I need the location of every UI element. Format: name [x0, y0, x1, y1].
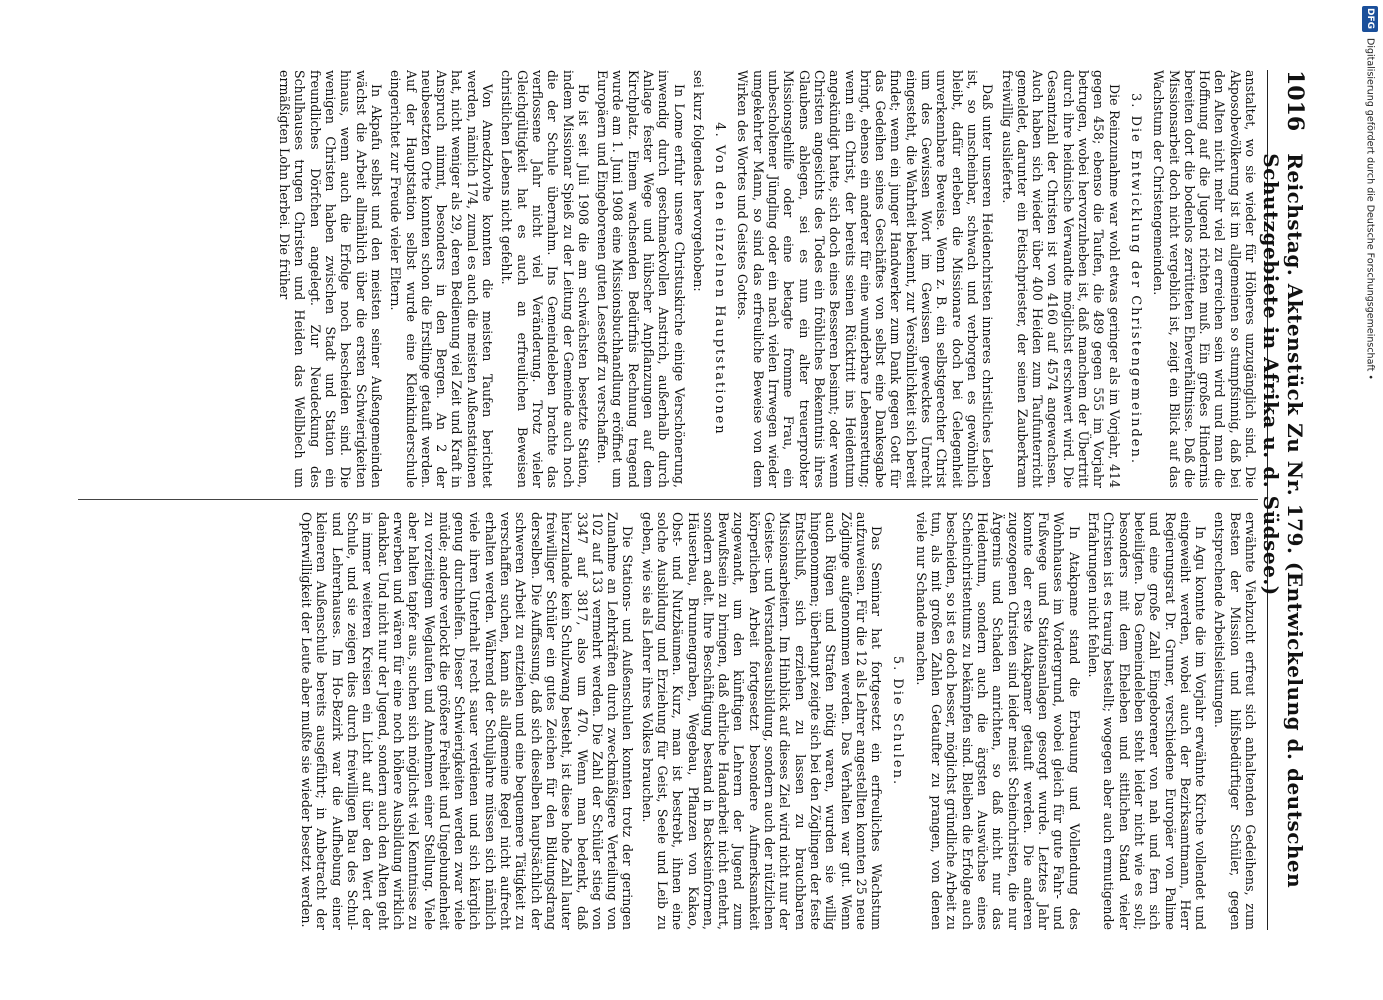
paragraph: In Lome erfuhr unsere Christuskirche einige Verschönerung, inwendig durch geschmackvollen Anstrich, außerhalb durch Anlage fester Wege und hübscher Anpflanzungen auf dem Kirchplatz. Einem wachsenden Bedürfnis Rechnung tragend wurde am 1. Juni 1908 eine Missionsbuchhandlung eröffnet um Europäern und Eingeborenen guten Lesestoff zu verschaffen.	[595, 70, 687, 488]
paragraph: Ho ist seit Juli 1908 die am schwächsten besetzte Station, indem Missionar Spieß zu der Leitung der Gemeinde auch noch die der Schule übernahm. Ins Gemeindeleben brachte das verflossene Jahr nicht viel Veränderung. Trotz vieler Gleichgültigkeit hat es auch an erfreulichen Beweisen christlichen Lebens nicht gefehlt.	[499, 70, 591, 488]
section-heading: 3. Die Entwicklung der Christengemeinden.	[1127, 93, 1143, 465]
paragraph: anstaltet, wo sie wieder für Höheres unzugänglich sind. Die Akposobevölkerung ist im allgemeinen so stumpfsinnig, daß bei den Alten nicht mehr viel zu erreichen sein wird und man die Hoffnung auf die Jugend richten muß. Ein großes Hindernis bereiten dort die bodenlos zerrütteten Eheverhältnisse. Daß die Missionsarbeit doch nicht vergeblich ist, zeigt ein Blick auf das Wachstum der Christengemeinden.	[1151, 70, 1258, 488]
paragraph: Von Amedzhovhe konnten die meisten Taufen berichtet werden, nämlich 174, zumal es auch die meisten Außenstationen hat, nicht weniger als 29, deren Bedienung viel Zeit und Kraft in Anspruch nimmt, besonders in den Bergen. An 2 der neubesetzten Orte konnten schon die Erstlinge getauft werden. Auf der Hauptstation selbst wurde eine Kleinkinderschule eingerichtet zur Freude vieler Eltern.	[388, 70, 496, 488]
section-heading: 4. Von den einzelnen Hauptstationen	[712, 122, 728, 436]
dfg-logo: DFG	[1362, 6, 1378, 32]
page-number: 1016	[1282, 70, 1308, 132]
section-heading: 5. Die Schulen.	[890, 655, 906, 787]
paragraph: In Atakpame stand die Erbauung und Vollendung des Wohnhauses im Vordergrund, wobei gleich für gute Fahr- und Fußwege und Stationsanlagen gesorgt wurde. Letztes Jahr konnte der erste Atakpamer getauft werden. Die anderen zugezogenen Christen sind leider meist Scheinchristen, die nur Ärgernis und Schaden anrichten, so daß nicht nur das Heidentum, sondern auch die ärgsten Auswüchse eines Scheinchristentums zu bekämpfen sind. Bleiben die Erfolge auch bescheiden, so ist es doch besser, möglichst gründliche Arbeit zu tun, als mit großen Zahlen Getaufter zu prangen, von denen viele nur Schande machen.	[913, 512, 1082, 930]
column-divider	[78, 499, 1258, 500]
paragraph: In Agu konnte die im Vorjahr erwähnte Kirche vollendet und eingeweiht werden, wobei auch der Bezirksamtmann, Herr Regierungsrat Dr. Gruner, verschiedene Europäer von Palime und eine große Zahl Eingeborener von nah und fern sich beteiligten. Das Gemeindeleben steht leider nicht wie es soll; besonders mit dem Eheleben und sittlichen Stand vieler Christen ist es traurig bestellt; wogegen aber auch ermutigende Erfahrungen nicht fehlen.	[1086, 512, 1209, 930]
left-column	[78, 70, 1258, 488]
digitization-sidebar	[1361, 6, 1379, 994]
paragraph: sei kurz folgendes hervorgehoben:	[690, 70, 706, 292]
paragraph: Die Stations- und Außenschulen konnten trotz der geringen Zunahme an Lehrkräften durch zweckmäßigere Verteilung von 102 auf 133 vermehrt werden. Die Zahl der Schüler stieg von 3347 auf 3817, also um 470. Wenn man bedenkt, daß hierzulande kein Schulzwang besteht, ist diese hohe Zahl lauter freiwilliger Schüler ein gutes Zeichen für den Bildungsdrang derselben. Die Auffassung, daß sich dieselben hauptsächlich der schweren Arbeit zu entziehen und eine bequemere Tätigkeit zu verschaffen suchen, kann als allgemeine Regel nicht aufrecht erhalten werden. Während der Schuljahre müssen sich nämlich viele ihren Unterhalt recht sauer verdienen und sich kärglich genug durchhelfen. Dieser Schwierigkeiten werden zwar viele müde; andere verlockt die größere Freiheit und Ungebundenheit zu vorzeitigem Weglaufen und Annehmen einer Stellung. Viele aber halten tapfer aus, suchen sich möglichst viel Kenntnisse zu erwerben und wären für eine noch höhere Ausbildung wirklich dankbar. Und nicht nur der Jugend, sondern auch den Alten geht in immer weiteren Kreisen ein Licht auf über den Wert der Schule, und sie zeigen dies durch freiwilligen Bau des Schul- und Lehrerhauses. Im Ho-Bezirk war die Aufhebung einer kleineren Außenschule bereits ausgeführt; in Anbetracht der Opferwilligkeit der Leute aber mußte sie wieder besetzt werden.	[299, 512, 636, 930]
page-header	[1259, 70, 1308, 930]
text-columns	[78, 70, 1258, 930]
paragraph: In Akpafu selbst und den meisten seiner Außengemeinden wächst die Arbeit allmählich über die ersten Schwierigkeiten hinaus, wenn auch die Erfolge noch bescheiden sind. Die wenigen Christen haben zwischen Stadt und Station ein freundliches Dörfchen angelegt. Zur Neudeckung des Schulhauses trugen Christen und Heiden das Wellblech um ermäßigten Lohn herbei. Die früher	[277, 70, 384, 488]
paragraph: Das Seminar hat fortgesetzt ein erfreuliches Wachstum aufzuweisen. Für die 12 als Lehrer angestellten konnten 25 neue Zöglinge aufgenommen werden. Das Verhalten war gut. Wenn auch Rügen und Strafen nötig waren, wurden sie willig hingenommen; überhaupt zeigte sich bei den Zöglingen der feste Entschluß, sich erziehen zu lassen zu brauchbaren Missionsarbeitern. Im Hinblick auf dieses Ziel wird nicht nur der Geistes- und Verstandesausbildung, sondern auch der nützlichen körperlichen Arbeit fortgesetzt besondere Aufmerksamkeit zugewandt, um den künftigen Lehrern der Jugend zum Bewußtsein zu bringen, daß ehrliche Handarbeit nicht entehrt, sondern adelt. Ihre Beschäftigung bestand in Backsteinformen, Häuserbau, Brunnengraben, Wegebau, Pflanzen von Kakao, Obst- und Nutzbäumen. Kurz, man ist bestrebt, ihnen eine solche Ausbildung und Erziehung für Geist, Seele und Leib zu geben, wie sie als Lehrer ihres Volkes brauchen.	[639, 512, 885, 930]
funding-credit: Digitalisierung gefördert durch die Deutsche Forschungsgemeinschaft •	[1364, 38, 1376, 380]
paragraph: erwähnte Viehzucht erfreut sich anhaltenden Gedeihens, zum Besten der Mission und hilfsbedürftiger Schüler, gegen entsprechende Arbeitsleistungen.	[1212, 512, 1258, 930]
right-column	[78, 512, 1258, 930]
running-title: Reichstag. Aktenstück Zu Nr. 179. (Entwickelung d. deutschen Schutzgebiete in Afrika u. d. Südsee.)	[1259, 153, 1307, 889]
paragraph: Die Reinzunahme war wohl etwas geringer als im Vorjahr, 414 gegen 458; ebenso die Taufen, die 489 gegen 555 im Vorjahr betrugen, wobei hervorzuheben ist, daß manchem der Übertritt durch ihre heidnische Verwandte möglichst erschwert wird. Die Gesamtzahl der Christen ist von 4160 auf 4574 angewachsen. Auch haben sich wieder über 400 Heiden zum Taufunterricht gemeldet, darunter ein Fetischpriester, der seinen Zauberkram freiwillig auslieferte.	[999, 70, 1122, 488]
rotated-page	[60, 50, 1320, 950]
paragraph: Daß unter unseren Heidenchristen inneres christliches Leben ist, so unscheinbar, schwach und verborgen es gewöhnlich bleibt, dafür erleben die Missionare doch bei Gelegenheit unverkennbare Beweise. Wenn z. B. ein selbstgerechter Christ um des Gewissen Wort im Gewissen gewecktes Unrecht eingesteht, die Wahrheit bekennt, zur Versöhnlichkeit sich bereit findet; wenn ein junger Handwerker zum Dank gegen Gott für das Gedeihen seines Geschäftes von selbst eine Dankesgabe bringt, ebenso ein anderer für eine wunderbare Lebensrettung; wenn ein Christ, der bereits seinen Rücktritt ins Heidentum angekündigt hatte, sich doch eines Besseren besinnt; oder wenn Christen angesichts des Todes ein fröhliches Bekenntnis ihres Glaubens ablegen, sei es nun ein alter treuerprobter Missionsgehilfe oder eine betagte fromme Frau, ein unbescholtener Jüngling oder ein nach vielen Irrwegen wieder umgekehrter Mann, so sind das erfreuliche Beweise von dem Wirken des Wortes und Geistes Gottes.	[735, 70, 996, 488]
